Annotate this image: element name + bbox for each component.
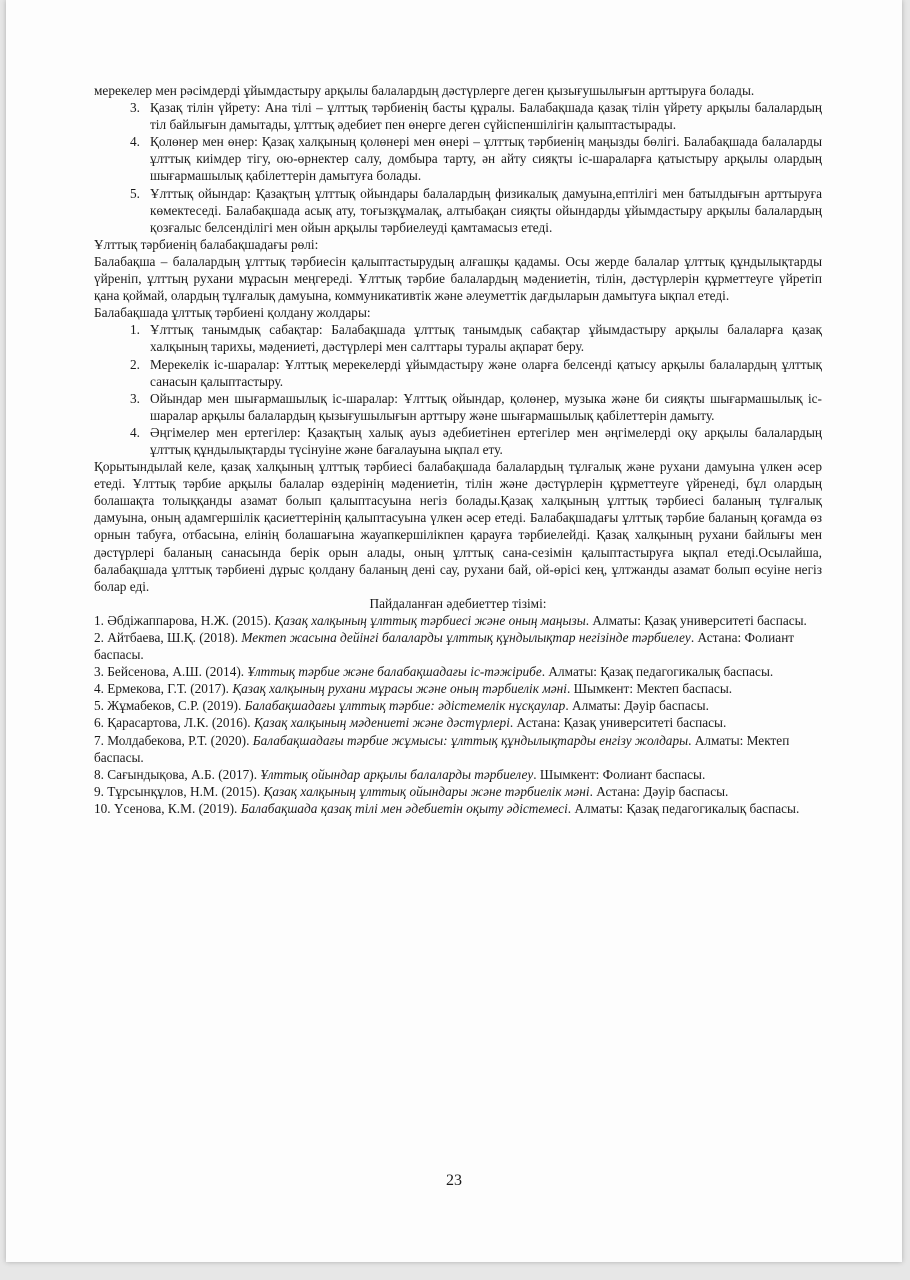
list-upbringing-components (94, 99, 822, 236)
conclusion-paragraph: Қорытындылай келе, қазақ халқының ұлттық тәрбиесі балабақшада балалардың тұлғалық және рухани дамуына үлкен әсер етеді. Ұлттық тәрбие арқылы балалар өздерінің мәдениетін, тілін және дәстүрлерін құрметтеуге үйренеді, бұл олардың болашақта толыққанды азамат болып қалыптасуына негіз болады.Қазақ халқының ұлттық тәрбиесі баланың тұлғалық дамуына, оның адамгершілік қасиеттерінің қалыптасуына үлкен әсер етеді. Балабақшадағы ұлттық тәрбие баланың қоғамда өз орнын табуға, отбасына, елінің болашағына жауапкершілікпен қарауға тәрбиелейді. Қазақ халқының рухани байлығы мен дәстүрлері баланың санасында берік орын алады, оның ұлттық сана-сезімін қалыптастыруға ықпал етеді.Осылайша, балабақшада ұлттық тәрбиені дұрыс қолдану баланың дені сау, рухани бай, ой-өрісі кең, ұлтжанды азамат болып өсуіне негіз болар еді. (94, 459, 822, 594)
reference-author: 5. Жұмабеков, С.Р. (2019). (94, 698, 245, 714)
reference-publisher: . Алматы: Дәуір баспасы. (565, 698, 709, 714)
reference-publisher: . Шымкент: Фолиант баспасы. (533, 766, 706, 782)
reference-title: Қазақ халқының ұлттық ойындары және тәрбиелік мәні (263, 783, 590, 799)
reference-author: 7. Молдабекова, Р.Т. (2020). (94, 732, 253, 748)
list-number: 1. (130, 322, 140, 338)
references-list (94, 612, 822, 817)
list-methods (94, 321, 822, 458)
list-item (94, 424, 822, 458)
reference-author: 4. Ермекова, Г.Т. (2017). (94, 681, 233, 697)
page-number: 23 (446, 1172, 462, 1189)
list-item (94, 133, 822, 184)
reference-item (94, 629, 822, 663)
reference-item (94, 697, 822, 714)
reference-item (94, 612, 822, 629)
reference-publisher: . Алматы: Қазақ педагогикалық баспасы. (567, 800, 800, 816)
page-content (94, 82, 822, 817)
references-heading: Пайдаланған әдебиеттер тізімі: (369, 595, 547, 611)
list-number: 5. (130, 185, 140, 201)
reference-item (94, 800, 822, 817)
list-number: 2. (130, 356, 140, 372)
reference-item (94, 732, 822, 766)
list-text: Қолөнер мен өнер: Қазақ халқының қолөнері мен өнері – ұлттық тәрбиенің маңызды бөлігі. Балабақшада балаларды ұлттық киімдер тігу, ою-өрнектер салу, домбыра тарту, ән айту сияқты іс-шараларға қатыстыру арқылы олардың шығармашылық қабілеттерін дамытуға болады. (150, 134, 822, 184)
reference-author: 9. Тұрсынқұлов, Н.М. (2015). (94, 783, 264, 799)
reference-item (94, 663, 822, 680)
list-item (94, 99, 822, 133)
reference-title: Қазақ халқының ұлттық тәрбиесі және оның маңызы (274, 612, 586, 628)
reference-publisher: . Алматы: Қазақ университеті баспасы. (585, 612, 807, 628)
reference-publisher: . Шымкент: Мектеп баспасы. (566, 681, 733, 697)
reference-author: 6. Қарасартова, Л.К. (2016). (94, 715, 254, 731)
section-heading-ways: Балабақшада ұлттық тәрбиені қолдану жолдары: (94, 305, 371, 321)
list-text: Әңгімелер мен ертегілер: Қазақтың халық ауыз әдебиетінен ертегілер мен әңгімелерді оқу арқылы балалардың ұлттық құндылықтарды түсінуіне және бағалауына ықпал ету. (150, 424, 822, 457)
reference-item (94, 714, 822, 731)
list-number: 4. (130, 134, 140, 150)
reference-publisher: . Астана: Дәуір баспасы. (589, 783, 729, 799)
list-item (94, 321, 822, 355)
section-heading-role: Ұлттық тәрбиенің балабақшадағы рөлі: (94, 236, 319, 252)
reference-title: Қазақ халқының мәдениеті және дәстүрлері (253, 715, 510, 731)
reference-author: 3. Бейсенова, А.Ш. (2014). (94, 664, 248, 680)
list-text: Қазақ тілін үйрету: Ана тілі – ұлттық тәрбиенің басты құралы. Балабақшада қазақ тілін үйрету арқылы балалардың тіл байлығын дамытады, ұлттық әдебиет пен өнерге деген сүйіспеншілігін қалыптастырады. (150, 100, 822, 133)
reference-title: Ұлттық ойындар арқылы балаларды тәрбиелеу (260, 766, 534, 782)
list-item (94, 390, 822, 424)
reference-item (94, 680, 822, 697)
reference-title: Балабақшадағы тәрбие жұмысы: ұлттық құндылықтарды енгізу жолдары (252, 732, 689, 748)
reference-publisher: . Алматы: Қазақ педагогикалық баспасы. (541, 664, 774, 680)
reference-item (94, 766, 822, 783)
list-number: 4. (130, 424, 140, 440)
role-paragraph: Балабақша – балалардың ұлттық тәрбиесін қалыптастырудың алғашқы қадамы. Осы жерде балалар ұлттық құндылықтарды үйреніп, ұлттың рухани мұрасын меңгереді. Ұлттық тәрбие балалардың мәдениетін, тілін, дәстүрлерін құрметтеуге үйретіп қана қоймай, олардың тұлғалық дамуына, коммуникативтік және әлеуметтік дағдыларын дамытуға ықпал етеді. (94, 253, 822, 304)
list-text: Мерекелік іс-шаралар: Ұлттық мерекелерді ұйымдастыру және оларға белсенді қатысу арқылы балалардың ұлттық санасын қалыптастыру. (150, 356, 822, 389)
reference-author: 1. Әбдіжаппарова, Н.Ж. (2015). (94, 612, 275, 628)
reference-publisher: . Астана: Қазақ университеті баспасы. (509, 715, 727, 731)
reference-publisher: . Алматы: Мектеп баспасы. (94, 732, 790, 765)
document-page (6, 0, 902, 1262)
reference-title: Қазақ халқының рухани мұрасы және оның тәрбиелік мәні (232, 681, 567, 697)
list-text: Ұлттық ойындар: Қазақтың ұлттық ойындары балалардың физикалық дамуына,ептілігі мен батылдығын арттыруға көмектеседі. Балабақшада асық ату, тоғызқұмалақ, алтыбақан сияқты ойындарды ұйымдастыру арқылы балалардың қозғалыс белсенділігі мен ойын арқылы тәрбиелеуді қамтамасыз етеді. (150, 185, 822, 235)
list-number: 3. (130, 390, 140, 406)
reference-title: Ұлттық тәрбие және балабақшадағы іс-тәжірибе (247, 664, 542, 680)
continuation-paragraph: мерекелер мен рәсімдерді ұйымдастыру арқылы балалардың дәстүрлерге деген қызығушылығын арттыруға болады. (94, 83, 755, 98)
list-item (94, 185, 822, 236)
list-item (94, 356, 822, 390)
list-number: 3. (130, 100, 140, 116)
reference-author: 8. Сағындықова, А.Б. (2017). (94, 766, 261, 782)
reference-title: Балабақшадағы ұлттық тәрбие: әдістемелік нұсқаулар (244, 698, 566, 714)
reference-item (94, 783, 822, 800)
reference-title: Мектеп жасына дейінгі балаларды ұлттық құндылықтар негізінде тәрбиелеу (241, 630, 691, 645)
reference-publisher: . Астана: Фолиант баспасы. (94, 630, 795, 663)
list-text: Ойындар мен шығармашылық іс-шаралар: Ұлттық ойындар, қолөнер, музыка және би сияқты шығармашылық іс-шаралар арқылы балалардың қызығушылығын арттыру және шығармашылық қабілеттерін дамыту. (150, 390, 822, 423)
reference-author: 10. Үсенова, К.М. (2019). (94, 800, 241, 816)
list-text: Ұлттық танымдық сабақтар: Балабақшада ұлттық танымдық сабақтар ұйымдастыру арқылы балаларға қазақ халқының тарихы, мәдениеті, дәстүрлері мен салттары туралы ақпарат беру. (150, 322, 822, 355)
reference-author: 2. Айтбаева, Ш.Қ. (2018). (94, 630, 242, 645)
reference-title: Балабақшада қазақ тілі мен әдебиетін оқыту әдістемесі (240, 800, 568, 816)
